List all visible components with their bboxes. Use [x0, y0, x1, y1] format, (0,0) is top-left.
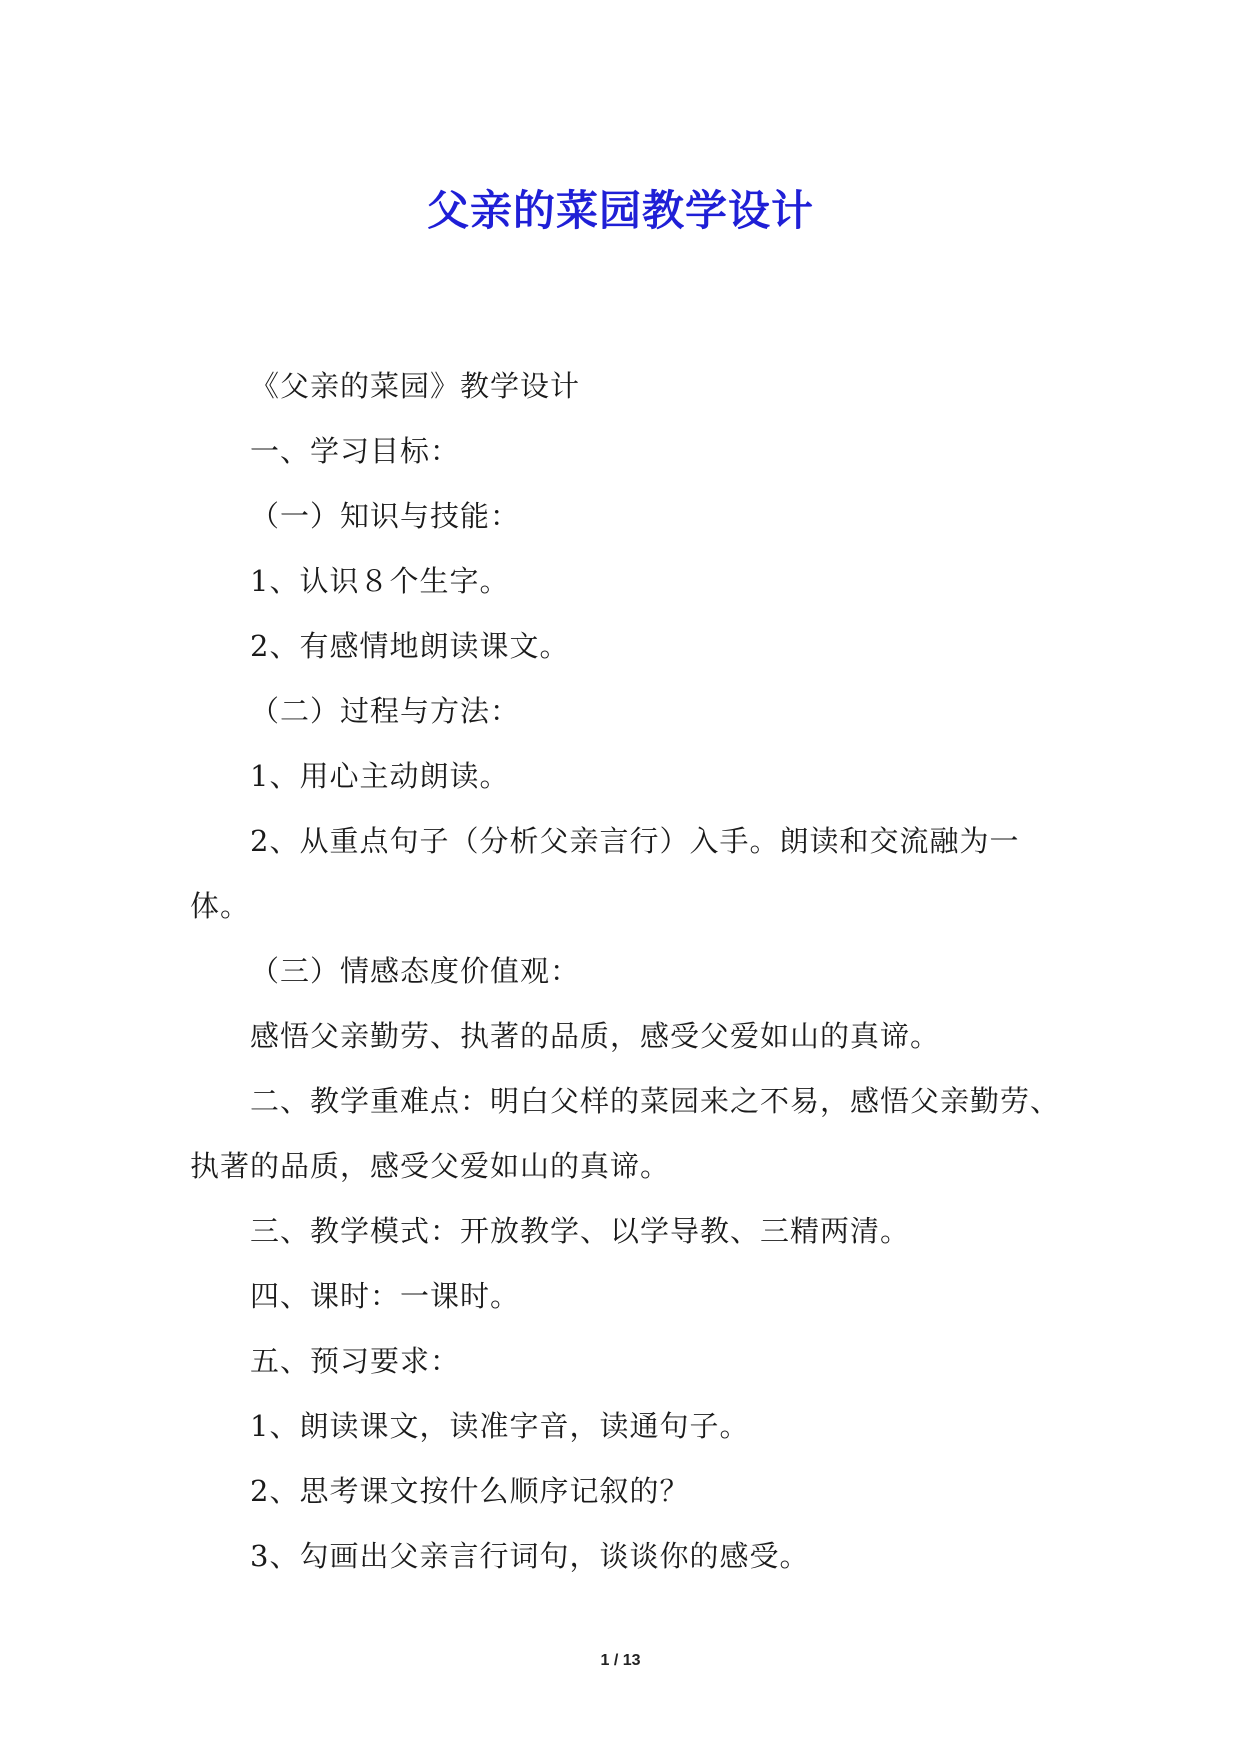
paragraph: 1、朗读课文，读准字音，读通句子。	[250, 1409, 750, 1443]
paragraph: 3、勾画出父亲言行词句，谈谈你的感受。	[250, 1539, 810, 1573]
document-body	[190, 354, 1060, 1589]
paragraph: 1、用心主动朗读。	[250, 759, 510, 793]
paragraph: 感悟父亲勤劳、执著的品质，感受父爱如山的真谛。	[250, 1019, 941, 1053]
paragraph: （一）知识与技能：	[250, 499, 521, 533]
paragraph: 1、认识８个生字。	[250, 564, 510, 598]
document-title: 父亲的菜园教学设计	[426, 186, 814, 236]
paragraph: 四、课时：一课时。	[250, 1279, 521, 1313]
paragraph: （二）过程与方法：	[250, 694, 521, 728]
paragraph: 2、思考课文按什么顺序记叙的？	[250, 1474, 690, 1508]
paragraph: 二、教学重难点：明白父样的菜园来之不易，感悟父亲勤劳、执著的品质，感受父爱如山的真谛。	[190, 1084, 1061, 1183]
paragraph: （三）情感态度价值观：	[250, 954, 581, 988]
paragraph: 一、学习目标：	[250, 434, 461, 468]
paragraph: 《父亲的菜园》教学设计	[250, 369, 581, 403]
paragraph: 2、有感情地朗读课文。	[250, 629, 570, 663]
paragraph: 五、预习要求：	[250, 1344, 461, 1378]
paragraph: 三、教学模式：开放教学、以学导教、三精两清。	[250, 1214, 911, 1248]
page-number: 1 / 13	[600, 1652, 641, 1669]
paragraph: 2、从重点句子（分析父亲言行）入手。朗读和交流融为一体。	[190, 824, 1020, 923]
